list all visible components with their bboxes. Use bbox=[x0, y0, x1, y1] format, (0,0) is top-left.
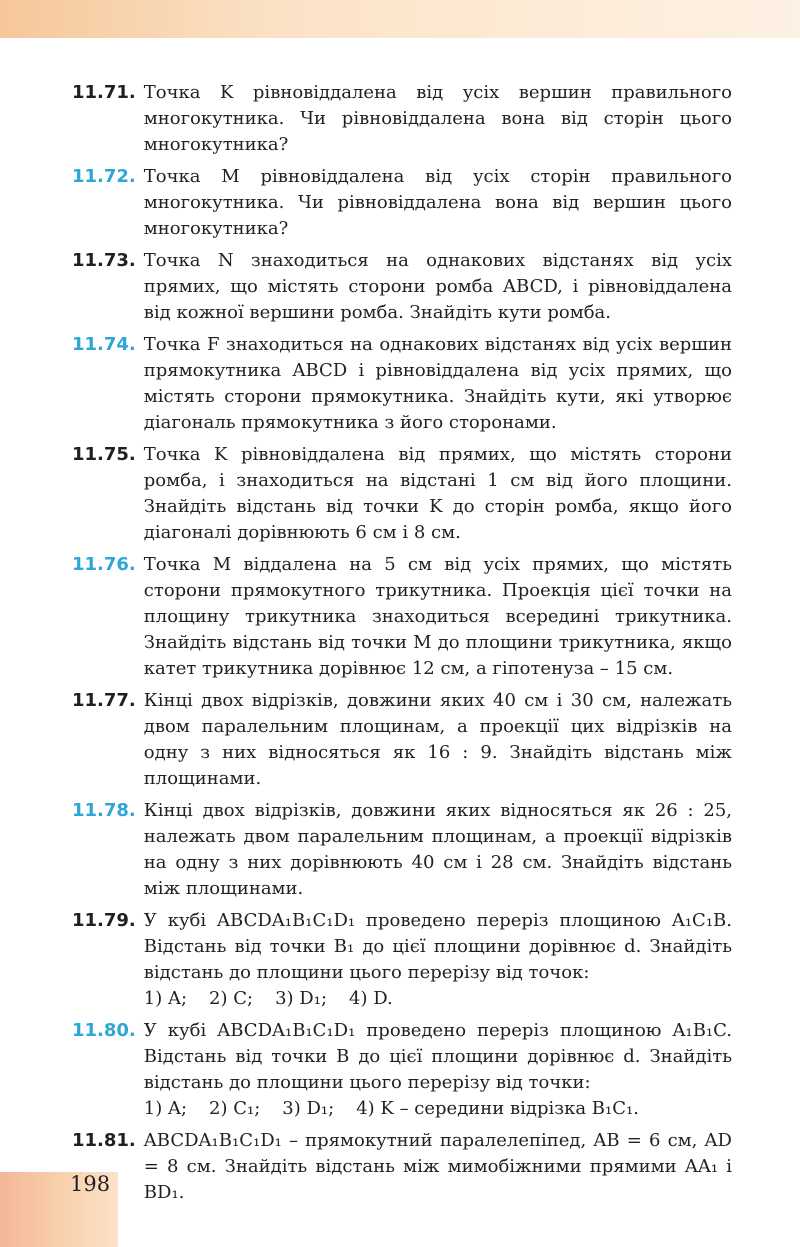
problem-number: 11.79. bbox=[72, 910, 136, 931]
problem-number: 11.80. bbox=[72, 1020, 136, 1041]
problem-11-80 bbox=[72, 1018, 732, 1122]
answer-option: 2) C₁; bbox=[209, 1098, 261, 1119]
problem-11-81 bbox=[72, 1128, 732, 1206]
problem-number: 11.73. bbox=[72, 250, 136, 271]
problem-text: Точка M рівновіддалена від усіх сторін правильного многокутника. Чи рівновіддалена вона від вершин цього многокутника? bbox=[143, 166, 732, 239]
answer-options bbox=[144, 1096, 732, 1122]
problem-text: Кінці двох відрізків, довжини яких 40 см і 30 см, належать двом паралельним площинам, а проекції цих відрізків на одну з них відносяться як 16 : 9. Знайдіть відстань між площинами. bbox=[143, 690, 732, 789]
answer-option: 4) K – середини відрізка B₁C₁. bbox=[356, 1098, 639, 1119]
problem-number: 11.71. bbox=[72, 82, 136, 103]
problem-text: Точка F знаходиться на однакових відстанях від усіх вершин прямокутника ABCD і рівновіддалена від усіх прямих, що містять сторони прямокутника. Знайдіть кути, які утворює діагональ прямокутника з його сторонами. bbox=[143, 334, 732, 433]
problem-number: 11.77. bbox=[72, 690, 136, 711]
problem-11-71 bbox=[72, 80, 732, 158]
problem-text: У кубі ABCDA₁B₁C₁D₁ проведено переріз площиною A₁C₁B. Відстань від точки B₁ до цієї площини дорівнює d. Знайдіть відстань до площини цього перерізу від точок: bbox=[143, 910, 732, 983]
problem-text: У кубі ABCDA₁B₁C₁D₁ проведено переріз площиною A₁B₁C. Відстань від точки B до цієї площини дорівнює d. Знайдіть відстань до площини цього перерізу від точки: bbox=[143, 1020, 732, 1093]
problem-text: ABCDA₁B₁C₁D₁ – прямокутний паралелепіпед, AB = 6 см, AD = 8 см. Знайдіть відстань між мимобіжними прямими AA₁ і BD₁. bbox=[143, 1130, 732, 1203]
answer-option: 1) A; bbox=[143, 988, 188, 1009]
answer-option: 1) A; bbox=[143, 1098, 188, 1119]
top-decorative-band bbox=[0, 0, 800, 38]
problem-number: 11.76. bbox=[72, 554, 136, 575]
answer-option: 3) D₁; bbox=[275, 988, 328, 1009]
page-number: 198 bbox=[70, 1172, 111, 1196]
problem-number: 11.75. bbox=[72, 444, 136, 465]
problem-list bbox=[72, 80, 732, 1206]
problem-11-79 bbox=[72, 908, 732, 1012]
problem-text: Кінці двох відрізків, довжини яких відносяться як 26 : 25, належать двом паралельним площинам, а проекції відрізків на одну з них дорівнюють 40 см і 28 см. Знайдіть відстань між площинами. bbox=[143, 800, 732, 899]
problem-text: Точка K рівновіддалена від прямих, що містять сторони ромба, і знаходиться на відстані 1 см від його площини. Знайдіть відстань від точки K до сторін ромба, якщо його діагоналі дорівнюють 6 см і 8 см. bbox=[143, 444, 732, 543]
answer-option: 4) D. bbox=[349, 988, 393, 1009]
problem-text: Точка K рівновіддалена від усіх вершин правильного многокутника. Чи рівновіддалена вона від сторін цього многокутника? bbox=[143, 82, 732, 155]
problem-11-78 bbox=[72, 798, 732, 902]
problem-11-73 bbox=[72, 248, 732, 326]
problem-number: 11.74. bbox=[72, 334, 136, 355]
problem-11-75 bbox=[72, 442, 732, 546]
answer-option: 3) D₁; bbox=[282, 1098, 335, 1119]
problem-11-76 bbox=[72, 552, 732, 682]
problem-number: 11.78. bbox=[72, 800, 136, 821]
answer-options bbox=[144, 986, 732, 1012]
problem-11-72 bbox=[72, 164, 732, 242]
problem-number: 11.81. bbox=[72, 1130, 136, 1151]
problem-number: 11.72. bbox=[72, 166, 136, 187]
problem-11-77 bbox=[72, 688, 732, 792]
answer-option: 2) C; bbox=[209, 988, 254, 1009]
problem-11-74 bbox=[72, 332, 732, 436]
problem-text: Точка N знаходиться на однакових відстанях від усіх прямих, що містять сторони ромба ABCD, і рівновіддалена від кожної вершини ромба. Знайдіть кути ромба. bbox=[143, 250, 732, 323]
problem-text: Точка M віддалена на 5 см від усіх прямих, що містять сторони прямокутного трикутника. Проекція цієї точки на площину трикутника знаходиться всередині трикутника. Знайдіть відстань від точки M до площини трикутника, якщо катет трикутника дорівнює 12 см, а гіпотенуза – 15 см. bbox=[143, 554, 732, 679]
